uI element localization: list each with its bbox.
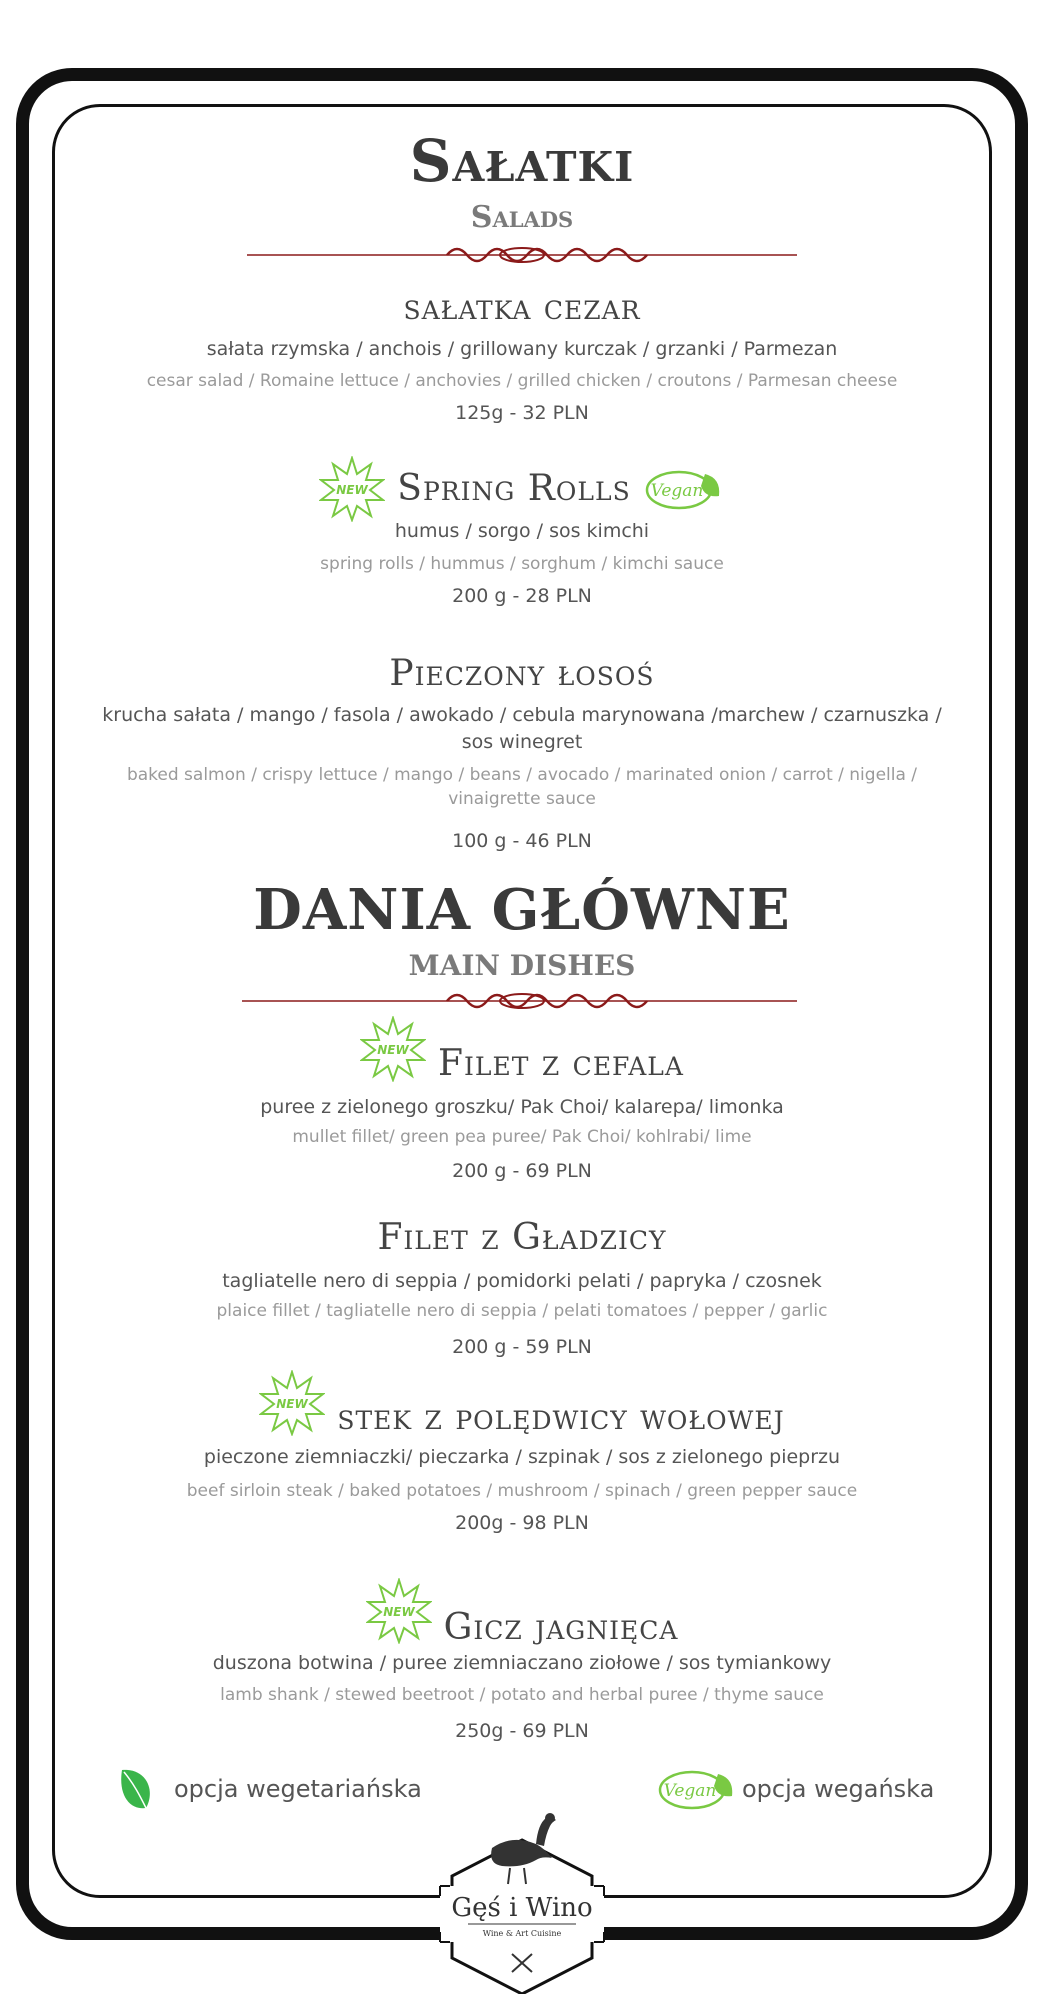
dish-price: 200 g - 28 PLN: [452, 585, 592, 607]
dish-description-en: spring rolls / hummus / sorghum / kimchi sauce: [320, 554, 724, 574]
logo-tagline: Wine & Art Cuisine: [482, 1929, 562, 1938]
dish-name: sałatka cezar: [403, 287, 641, 328]
dish-description-en: lamb shank / stewed beetroot / potato and herbal puree / thyme sauce: [220, 1685, 824, 1705]
new-badge-icon: [259, 1370, 325, 1436]
dish-description-pl: tagliatelle nero di seppia / pomidorki pelati / papryka / czosnek: [222, 1270, 822, 1292]
logo-name: Gęś i Wino: [451, 1893, 593, 1923]
new-badge-icon: [366, 1578, 432, 1644]
new-badge-label: NEW: [276, 1397, 309, 1411]
dish-description-pl: sałata rzymska / anchois / grillowany kurczak / grzanki / Parmezan: [206, 338, 838, 360]
dish-description-en: plaice fillet / tagliatelle nero di seppia / pelati tomatoes / pepper / garlic: [216, 1301, 828, 1321]
dish-description-pl: krucha sałata / mango / fasola / awokado / cebula marynowana /marchew / czarnuszka / sos winegret: [102, 704, 942, 753]
dish-description-pl: puree z zielonego groszku/ Pak Choi/ kalarepa/ limonka: [260, 1096, 784, 1118]
dish-name: Pieczony łosoś: [389, 653, 655, 694]
dish-description-en: beef sirloin steak / baked potatoes / mushroom / spinach / green pepper sauce: [186, 1481, 858, 1501]
logo-emblem: [432, 1808, 612, 1994]
dish-name: Spring Rolls: [397, 468, 631, 509]
leaf-icon: [116, 1766, 156, 1812]
vegan-badge-label: Vegan: [650, 481, 704, 501]
dish-name: Filet z cefala: [438, 1043, 684, 1084]
dish-title-row: [52, 1370, 992, 1440]
legend-vegetarian: [116, 1766, 422, 1812]
ornament-divider: [52, 988, 992, 1014]
dish-name: Gicz jagnięca: [443, 1607, 679, 1648]
dish-description-en: mullet fillet/ green pea puree/ Pak Choi/ kohlrabi/ lime: [292, 1127, 752, 1147]
dish-description-en: baked salmon / crispy lettuce / mango / beans / avocado / marinated onion / carrot / nigella / vinaigrette sauce: [126, 765, 918, 809]
legend-vegetarian-label: opcja wegetariańska: [174, 1775, 422, 1803]
vegan-badge-label: Vegan: [663, 1781, 717, 1801]
dish-price: 250g - 69 PLN: [455, 1720, 589, 1742]
new-badge-icon: [360, 1016, 426, 1082]
new-badge-label: NEW: [377, 1043, 409, 1057]
dish-description-pl: pieczone ziemniaczki/ pieczarka / szpinak / sos z zielonego pieprzu: [203, 1446, 841, 1468]
dish-title-row: [52, 1016, 992, 1086]
dish-description-pl: duszona botwina / puree ziemniaczano ziołowe / sos tymiankowy: [212, 1652, 832, 1674]
mains-subtitle: MAIN DISHES: [408, 949, 636, 982]
dish-title-row: [52, 456, 992, 526]
dish-description-en: cesar salad / Romaine lettuce / anchovies / grilled chicken / croutons / Parmesan cheese: [146, 371, 898, 391]
salads-subtitle: Salads: [470, 200, 574, 235]
vegan-badge-icon: [643, 466, 725, 512]
new-badge-label: NEW: [382, 1605, 415, 1619]
new-badge-label: NEW: [336, 483, 369, 497]
dish-price: 100 g - 46 PLN: [452, 830, 592, 852]
dish-description-pl: humus / sorgo / sos kimchi: [394, 520, 650, 542]
legend-vegan-label: opcja wegańska: [742, 1775, 935, 1803]
dish-price: 200 g - 59 PLN: [452, 1336, 592, 1358]
dish-price: 200g - 98 PLN: [455, 1512, 589, 1534]
dish-name: stek z polędwicy wołowej: [337, 1397, 785, 1438]
new-badge-icon: [319, 456, 385, 522]
dish-price: 125g - 32 PLN: [455, 402, 589, 424]
restaurant-logo: [432, 1808, 612, 1994]
ornament-divider: [52, 242, 992, 268]
mains-title: DANIA GŁÓWNE: [253, 877, 791, 943]
dish-title-row: [52, 1576, 992, 1648]
salads-title: Sałatki: [409, 127, 635, 195]
vegan-badge-icon: [656, 1766, 738, 1812]
dish-price: 200 g - 69 PLN: [452, 1160, 592, 1182]
legend-vegan: [656, 1766, 934, 1812]
dish-name: Filet z Gładzicy: [377, 1217, 667, 1258]
